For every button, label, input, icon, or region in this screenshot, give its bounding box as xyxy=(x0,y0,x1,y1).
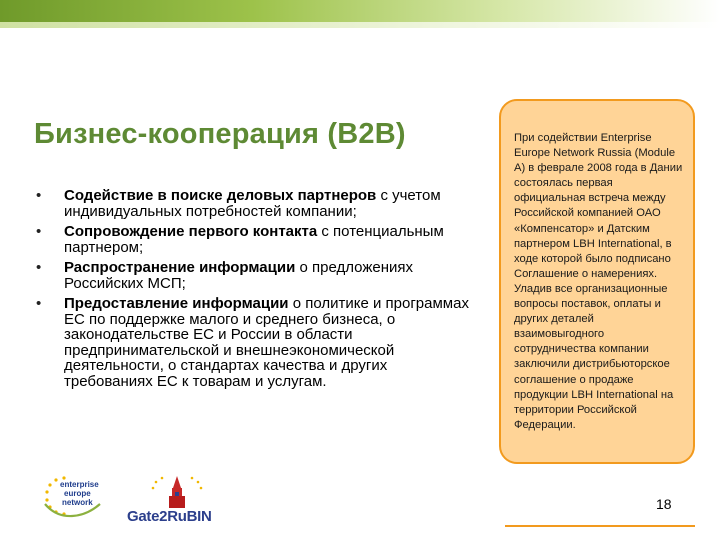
bullet-item xyxy=(36,224,476,255)
bullet-item xyxy=(36,188,476,219)
bullet-dot-icon: • xyxy=(36,223,42,240)
bullet-item xyxy=(36,260,476,291)
bullet-bold: Предоставление информации xyxy=(64,295,289,312)
bullet-bold: Сопровождение первого контакта xyxy=(64,223,318,240)
bullet-bold: Содействие в поиске деловых партнеров xyxy=(64,187,377,204)
bullet-item xyxy=(36,296,476,389)
gate2rubin-wordmark: Gate2RuBIN xyxy=(127,508,212,525)
slide-title: Бизнес-кооперация (B2B) xyxy=(34,118,406,150)
gate2rubin-logo xyxy=(125,474,245,530)
bullet-text: о политике и программах ЕС по поддержке малого и среднего бизнеса, о законодательстве ЕС и России в области предпринимательской и внешнеэкономической деятельности, о стандартах качества и других требованиях ЕС к товарам и услугам. xyxy=(64,295,469,390)
bullet-text: с потенциальным партнером; xyxy=(64,223,444,256)
case-study-text: При содействии Enterprise Europe Network Russia (Module A) в феврале 2008 года в Дании состоялась первая официальная встреча между Российской компанией ОАО «Компенсатор» и Датским партнером LBH International, в ходе которой было подписано Соглашение о намерениях. Уладив все организационные вопросы поставок, оплаты и других деталей взаимовыгодного сотрудничества компании заключили дистрибьюторское соглашение о продаже продукции LBH International на территории Российской Федерации. xyxy=(514,132,683,431)
bullet-text: с учетом индивидуальных потребностей компании; xyxy=(64,187,441,220)
bullet-dot-icon: • xyxy=(36,259,42,276)
een-line3: network xyxy=(62,498,93,507)
bullet-bold: Распространение информации xyxy=(64,259,296,276)
bullet-text: о предложениях Российских МСП; xyxy=(64,259,413,292)
bullet-dot-icon: • xyxy=(36,187,42,204)
footer-rule xyxy=(505,525,695,527)
case-study-box xyxy=(499,99,695,464)
page-number: 18 xyxy=(656,496,672,512)
bullet-list xyxy=(36,188,476,394)
header-band xyxy=(0,0,720,22)
bullet-dot-icon: • xyxy=(36,295,42,312)
een-line1: enterprise xyxy=(60,480,99,489)
een-line2: europe xyxy=(64,489,91,498)
kremlin-tower-icon xyxy=(147,474,207,510)
